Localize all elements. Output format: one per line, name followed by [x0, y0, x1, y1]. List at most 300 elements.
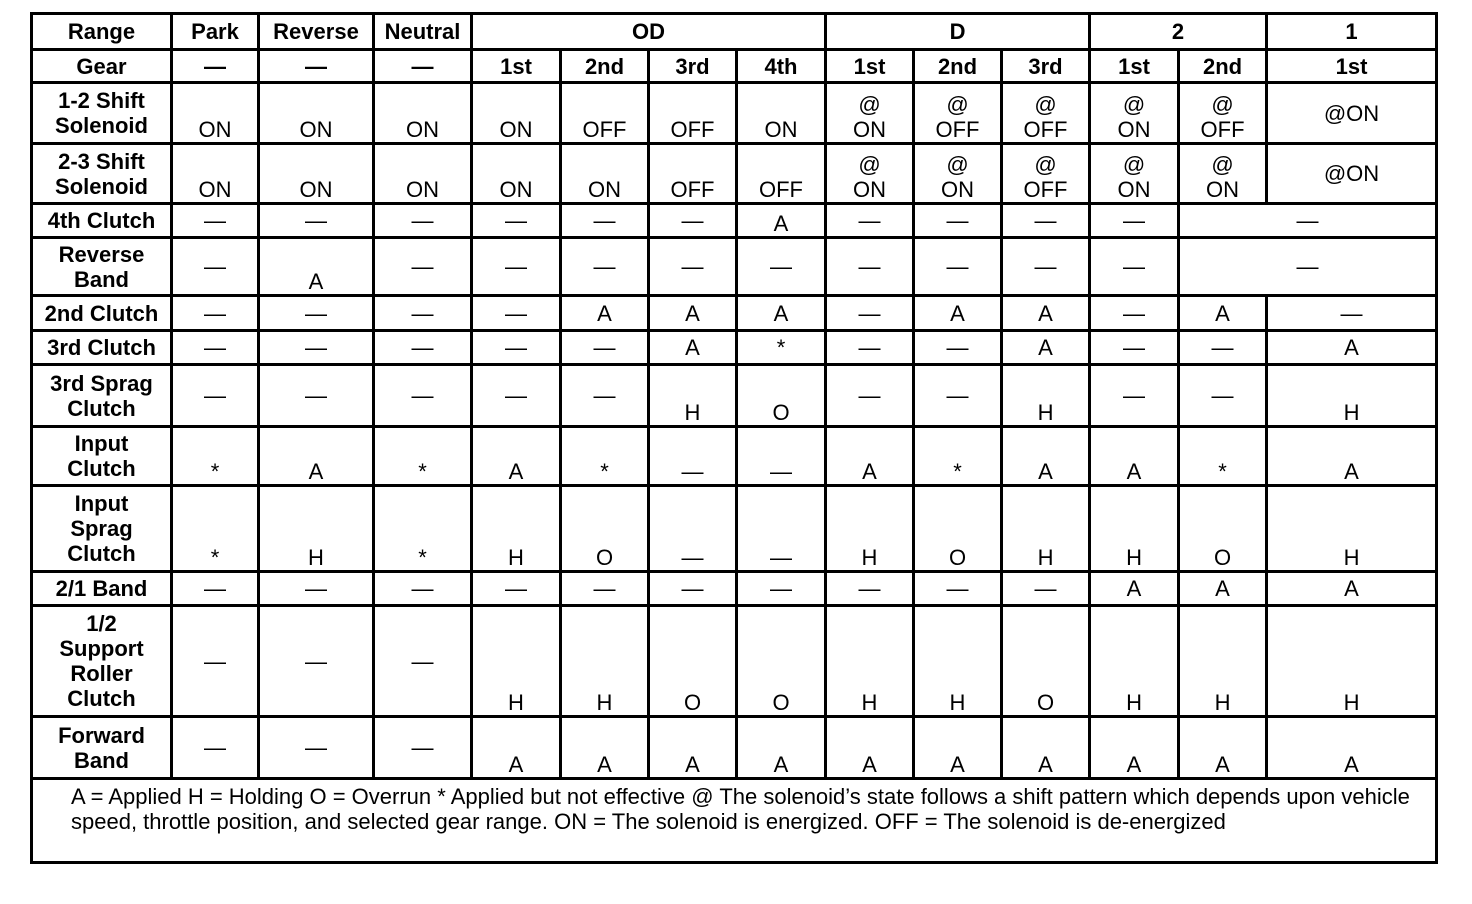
state-cell [259, 296, 374, 331]
state-value: — [204, 735, 226, 760]
state-value: — [1034, 254, 1057, 279]
state-cell [914, 144, 1002, 204]
state-value: H [1214, 690, 1231, 715]
range-label: Range [32, 14, 172, 50]
table-row [32, 717, 1437, 779]
state-value: A [773, 211, 789, 236]
state-cell [172, 331, 259, 365]
state-cell [1179, 331, 1267, 365]
state-value: H [861, 545, 878, 570]
state-value: A [508, 752, 524, 777]
range-header: OD [472, 14, 826, 50]
state-value: ON [299, 177, 333, 202]
state-value: H [508, 545, 524, 570]
state-cell [259, 572, 374, 606]
state-cell [1090, 427, 1179, 486]
state-value: H [1343, 545, 1360, 570]
row-label [32, 331, 172, 365]
state-value: — [305, 383, 327, 408]
table-row [32, 331, 1437, 365]
state-cell [1002, 296, 1090, 331]
range-header: Reverse [259, 14, 374, 50]
gear-header: — [259, 50, 374, 83]
state-value: H [1037, 545, 1054, 570]
state-cell [172, 572, 259, 606]
state-cell [374, 486, 472, 572]
state-cell [1179, 717, 1267, 779]
state-cell [472, 83, 561, 144]
state-cell [1179, 238, 1437, 296]
range-header: Park [172, 14, 259, 50]
row-label-line: Reverse [58, 241, 145, 267]
state-cell [826, 606, 914, 717]
state-value: — [305, 208, 327, 233]
state-value: A [1038, 335, 1053, 360]
row-label-line: Roller [70, 661, 133, 686]
table-row [32, 779, 1437, 863]
state-value: * [210, 545, 220, 570]
state-value: — [858, 208, 881, 233]
state-value: A [1126, 459, 1142, 484]
state-cell [1002, 427, 1090, 486]
state-value: O [772, 690, 790, 715]
gear-header: 3rd [649, 50, 737, 83]
state-value: A [1126, 752, 1142, 777]
row-label [32, 717, 172, 779]
state-value: A [1215, 576, 1230, 601]
table-row [32, 572, 1437, 606]
state-cell [374, 331, 472, 365]
state-value: * [953, 459, 962, 484]
state-cell [1179, 144, 1267, 204]
state-value: — [204, 208, 226, 233]
state-cell [374, 572, 472, 606]
state-value: OFF [670, 117, 715, 142]
state-value: — [305, 576, 327, 601]
state-cell [737, 717, 826, 779]
range-header: 1 [1267, 14, 1437, 50]
state-value: H [684, 400, 701, 425]
pattern-marker: @ [858, 152, 881, 177]
row-label [32, 427, 172, 486]
state-value: — [681, 576, 704, 601]
state-value: A [1344, 335, 1359, 360]
state-cell [649, 204, 737, 238]
state-value: A [1038, 300, 1053, 326]
state-value: * [210, 459, 220, 484]
state-cell [1179, 83, 1267, 144]
state-cell [374, 204, 472, 238]
state-cell [472, 427, 561, 486]
row-label [32, 572, 172, 606]
state-value: — [505, 208, 527, 233]
state-value: * [776, 335, 786, 360]
state-cell [374, 83, 472, 144]
table-row [32, 427, 1437, 486]
state-value: H [508, 690, 524, 715]
state-value: ON [853, 117, 886, 142]
state-cell [1179, 606, 1267, 717]
state-value: — [1296, 208, 1319, 233]
state-cell [561, 365, 649, 427]
state-cell [826, 238, 914, 296]
state-value: A [1215, 300, 1230, 326]
state-value: — [411, 576, 434, 601]
gear-header: 1st [1090, 50, 1179, 83]
row-label-line: Clutch [67, 686, 136, 711]
state-value: * [600, 459, 609, 484]
gear-header: 1st [826, 50, 914, 83]
state-cell [472, 296, 561, 331]
state-value: — [681, 459, 704, 484]
state-value: — [593, 208, 616, 233]
pattern-marker: @ [1034, 152, 1057, 177]
state-cell [1002, 238, 1090, 296]
state-cell [1179, 486, 1267, 572]
state-value: A [773, 752, 789, 777]
state-value: * [418, 459, 427, 484]
state-value: — [1211, 335, 1234, 360]
state-value: ON [406, 117, 439, 142]
state-cell [1090, 365, 1179, 427]
range-header: Neutral [374, 14, 472, 50]
state-value: ON [853, 177, 886, 202]
state-cell [472, 144, 561, 204]
row-label-line: Sprag [70, 516, 133, 541]
state-cell [914, 572, 1002, 606]
state-cell [1267, 427, 1437, 486]
state-cell [1090, 144, 1179, 204]
state-cell [826, 331, 914, 365]
state-cell [1002, 204, 1090, 238]
state-value: — [593, 335, 616, 360]
state-cell [561, 572, 649, 606]
state-value: — [858, 300, 881, 326]
state-cell [561, 296, 649, 331]
state-cell [374, 365, 472, 427]
state-cell [737, 238, 826, 296]
state-cell [737, 486, 826, 572]
state-cell [826, 427, 914, 486]
state-value: OFF [1023, 117, 1068, 142]
state-value: OFF [1023, 177, 1068, 202]
state-cell [649, 486, 737, 572]
state-cell [172, 606, 259, 717]
state-cell [259, 331, 374, 365]
state-value: — [204, 576, 226, 601]
range-reference-chart [30, 12, 1435, 864]
row-label-line: 3rd Clutch [47, 335, 156, 360]
state-value: A [308, 459, 324, 484]
gear-header: — [374, 50, 472, 83]
state-cell [472, 331, 561, 365]
state-value: O [948, 545, 967, 570]
state-cell [826, 204, 914, 238]
row-label [32, 365, 172, 427]
gear-label: Gear [32, 50, 172, 83]
state-cell [472, 606, 561, 717]
state-value: H [596, 690, 613, 715]
state-cell [649, 365, 737, 427]
state-cell [172, 486, 259, 572]
state-cell [1002, 486, 1090, 572]
state-cell [826, 486, 914, 572]
state-cell [649, 238, 737, 296]
state-value: — [681, 545, 704, 570]
table-body [32, 14, 1437, 863]
state-cell [561, 486, 649, 572]
state-cell [914, 296, 1002, 331]
state-cell [1090, 238, 1179, 296]
state-cell [1179, 296, 1267, 331]
gear-header: 1st [1267, 50, 1437, 83]
table-row [32, 14, 1437, 50]
state-cell [374, 717, 472, 779]
state-cell [914, 427, 1002, 486]
state-value: @ON [1323, 161, 1380, 186]
state-value: — [681, 254, 704, 279]
state-cell [737, 572, 826, 606]
state-value: A [508, 459, 524, 484]
row-label [32, 606, 172, 717]
state-value: A [1344, 576, 1359, 601]
state-cell [826, 144, 914, 204]
state-cell [649, 144, 737, 204]
row-label [32, 144, 172, 204]
state-value: H [949, 690, 966, 715]
state-cell [259, 83, 374, 144]
state-value: — [1123, 335, 1146, 360]
state-cell [737, 144, 826, 204]
state-value: O [772, 400, 790, 425]
state-value: A [773, 300, 789, 326]
state-cell [1267, 296, 1437, 331]
state-cell [472, 204, 561, 238]
gear-header: 4th [737, 50, 826, 83]
row-label-line: Solenoid [55, 173, 148, 199]
state-cell [1090, 204, 1179, 238]
state-cell [561, 427, 649, 486]
state-value: A [1344, 752, 1359, 777]
row-label-line: Input [74, 431, 129, 456]
state-value: A [950, 300, 965, 326]
row-label-line: Input [74, 491, 129, 516]
state-value: A [308, 269, 324, 294]
table-row [32, 365, 1437, 427]
state-cell [826, 83, 914, 144]
gear-header: 2nd [1179, 50, 1267, 83]
state-value: — [411, 735, 434, 760]
state-cell [914, 717, 1002, 779]
state-value: — [411, 300, 434, 326]
row-label-line: 1/2 [86, 611, 117, 636]
state-cell [649, 331, 737, 365]
state-value: ON [588, 177, 621, 202]
row-label-line: 2nd Clutch [44, 300, 159, 326]
state-cell [1002, 717, 1090, 779]
state-cell [259, 365, 374, 427]
state-cell [561, 238, 649, 296]
state-value: — [411, 648, 434, 674]
pattern-marker: @ [946, 92, 969, 117]
state-cell [561, 144, 649, 204]
state-cell [374, 427, 472, 486]
state-value: — [1296, 254, 1319, 279]
row-label-line: Band [74, 266, 129, 292]
state-value: — [946, 254, 969, 279]
row-label-line: Band [74, 747, 129, 773]
state-cell [1179, 204, 1437, 238]
state-value: — [946, 576, 969, 601]
state-value: — [770, 459, 792, 484]
state-value: ON [406, 177, 439, 202]
state-value: — [204, 335, 226, 360]
state-value: — [681, 208, 704, 233]
state-value: — [593, 576, 616, 601]
state-cell [826, 572, 914, 606]
pattern-marker: @ [858, 92, 881, 117]
state-value: A [950, 752, 965, 777]
state-cell [826, 717, 914, 779]
state-cell [737, 83, 826, 144]
state-cell [259, 486, 374, 572]
state-cell [914, 204, 1002, 238]
state-cell [1090, 486, 1179, 572]
state-cell [737, 606, 826, 717]
state-cell [1090, 572, 1179, 606]
table-row [32, 606, 1437, 717]
pattern-marker: @ [1211, 92, 1234, 117]
state-cell [172, 717, 259, 779]
state-value: — [505, 300, 527, 326]
state-cell [1179, 572, 1267, 606]
state-value: OFF [759, 177, 803, 202]
row-label [32, 486, 172, 572]
state-value: A [1038, 459, 1053, 484]
state-value: — [858, 254, 881, 279]
state-value: H [1037, 400, 1054, 425]
state-cell [374, 144, 472, 204]
state-value: H [308, 545, 324, 570]
state-value: A [597, 752, 612, 777]
state-value: — [858, 335, 881, 360]
row-label-line: Support [59, 636, 144, 661]
state-value: H [1343, 400, 1360, 425]
state-cell [259, 717, 374, 779]
state-cell [561, 83, 649, 144]
state-cell [472, 365, 561, 427]
state-cell [259, 144, 374, 204]
state-value: ON [1117, 177, 1151, 202]
state-value: @ON [1323, 100, 1380, 126]
state-value: O [1036, 690, 1055, 715]
state-value: — [505, 576, 527, 601]
state-cell [1179, 365, 1267, 427]
state-cell [1090, 296, 1179, 331]
state-value: — [858, 383, 881, 408]
row-label-line: Forward [58, 722, 145, 748]
state-cell [172, 83, 259, 144]
state-cell [649, 427, 737, 486]
state-value: — [411, 335, 434, 360]
state-cell [1267, 365, 1437, 427]
state-value: — [411, 383, 434, 408]
state-cell [172, 144, 259, 204]
state-value: — [1123, 300, 1146, 326]
row-label-line: Clutch [67, 456, 136, 481]
state-value: OFF [582, 117, 627, 142]
row-label-line: 2/1 Band [55, 576, 148, 601]
state-value: — [946, 335, 969, 360]
state-cell [374, 606, 472, 717]
state-value: ON [1117, 117, 1151, 142]
state-value: ON [499, 177, 533, 202]
range-header: 2 [1090, 14, 1267, 50]
state-value: A [1126, 576, 1142, 601]
state-cell [1090, 83, 1179, 144]
state-value: — [593, 383, 616, 408]
row-label [32, 83, 172, 144]
state-cell [1267, 572, 1437, 606]
state-cell [259, 427, 374, 486]
state-cell [374, 296, 472, 331]
gear-header: 1st [472, 50, 561, 83]
row-label-line: 3rd Sprag [50, 370, 153, 396]
state-value: A [1038, 752, 1053, 777]
state-value: O [683, 690, 702, 715]
state-value: A [685, 335, 700, 360]
state-value: — [305, 335, 327, 360]
state-cell [1090, 331, 1179, 365]
table-row [32, 486, 1437, 572]
state-cell [1002, 572, 1090, 606]
state-value: — [593, 254, 616, 279]
state-cell [172, 238, 259, 296]
state-value: — [770, 254, 792, 279]
state-cell [914, 238, 1002, 296]
state-value: — [305, 648, 327, 674]
state-cell [737, 296, 826, 331]
state-value: — [411, 208, 434, 233]
state-cell [472, 717, 561, 779]
state-value: OFF [670, 177, 715, 202]
state-value: — [1123, 254, 1146, 279]
state-cell [914, 331, 1002, 365]
state-cell [172, 296, 259, 331]
state-cell [737, 427, 826, 486]
state-value: — [1034, 576, 1057, 601]
state-value: O [595, 545, 614, 570]
state-cell [561, 331, 649, 365]
state-cell [1179, 427, 1267, 486]
state-value: — [505, 383, 527, 408]
state-cell [737, 331, 826, 365]
state-value: A [1344, 459, 1359, 484]
state-cell [172, 427, 259, 486]
state-value: ON [764, 117, 798, 142]
state-cell [1267, 717, 1437, 779]
state-value: — [1211, 383, 1234, 408]
state-value: ON [198, 117, 232, 142]
state-cell [649, 83, 737, 144]
state-value: — [858, 576, 881, 601]
row-label [32, 296, 172, 331]
state-value: A [862, 752, 877, 777]
state-cell [1267, 486, 1437, 572]
state-value: * [418, 545, 427, 570]
row-label [32, 204, 172, 238]
state-value: — [946, 208, 969, 233]
